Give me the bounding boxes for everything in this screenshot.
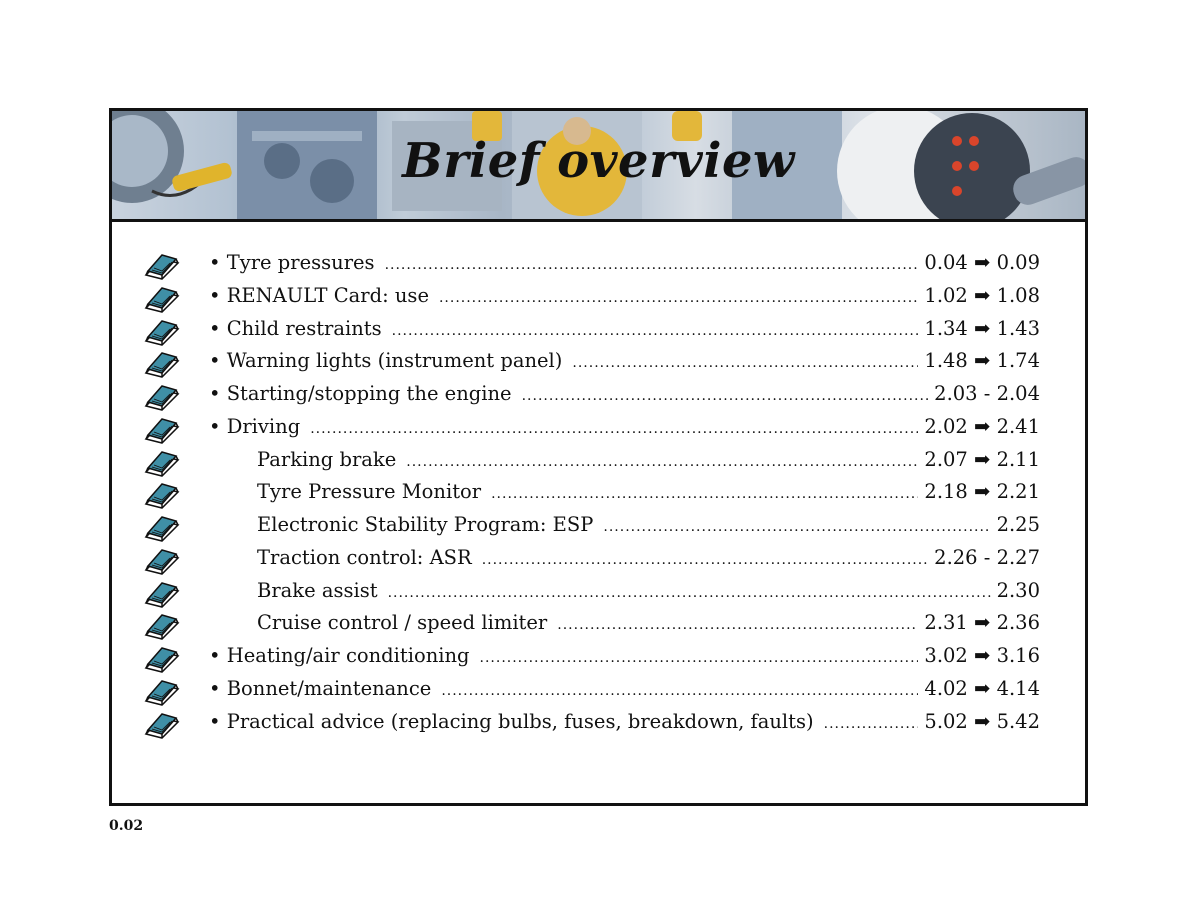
entry-label: Cruise control / speed limiter bbox=[257, 611, 548, 635]
leader-dots bbox=[603, 519, 990, 535]
page-reference[interactable]: 2.30 bbox=[996, 578, 1040, 602]
book-icon bbox=[142, 448, 182, 478]
book-icon bbox=[142, 710, 182, 740]
entry-label: • Starting/stopping the engine bbox=[209, 382, 512, 405]
leader-dots bbox=[480, 650, 919, 666]
book-icon bbox=[142, 579, 182, 609]
entry-label: • Practical advice (replacing bulbs, fuses, breakdown, faults) bbox=[209, 709, 814, 733]
entry-label: • Bonnet/maintenance bbox=[209, 676, 432, 700]
leader-dots bbox=[824, 716, 919, 732]
book-icon bbox=[142, 546, 182, 576]
entry-line bbox=[257, 480, 1040, 510]
leader-dots bbox=[388, 585, 991, 601]
page-reference[interactable]: 2.31 ➡ 2.36 bbox=[924, 611, 1040, 635]
entry-label: Parking brake bbox=[257, 447, 397, 471]
page-reference[interactable]: 0.04 ➡ 0.09 bbox=[924, 251, 1040, 274]
book-icon bbox=[142, 513, 182, 543]
list-item[interactable] bbox=[112, 251, 1085, 284]
header-banner bbox=[112, 111, 1085, 222]
book-icon bbox=[142, 415, 182, 445]
page-reference[interactable]: 2.03 - 2.04 bbox=[934, 382, 1040, 405]
entry-line bbox=[209, 415, 1040, 445]
list-item[interactable] bbox=[112, 579, 1085, 612]
entry-line bbox=[257, 448, 1040, 478]
entry-label: • Driving bbox=[209, 414, 301, 438]
page-reference[interactable]: 2.26 - 2.27 bbox=[934, 545, 1040, 569]
entry-label: Tyre Pressure Monitor bbox=[257, 480, 482, 504]
leader-dots bbox=[392, 323, 919, 339]
list-item[interactable] bbox=[112, 513, 1085, 546]
list-item[interactable] bbox=[112, 284, 1085, 317]
leader-dots bbox=[522, 388, 929, 404]
book-icon bbox=[142, 644, 182, 674]
list-item[interactable] bbox=[112, 382, 1085, 415]
list-item[interactable] bbox=[112, 677, 1085, 710]
book-icon bbox=[142, 382, 182, 412]
list-item[interactable] bbox=[112, 415, 1085, 448]
page-reference[interactable]: 1.48 ➡ 1.74 bbox=[924, 349, 1040, 373]
entry-line bbox=[209, 251, 1040, 281]
page-number: 0.02 bbox=[109, 818, 144, 834]
leader-dots bbox=[310, 421, 918, 437]
entry-label: Traction control: ASR bbox=[257, 545, 472, 569]
entry-line bbox=[209, 644, 1040, 674]
entry-line bbox=[257, 513, 1040, 543]
list-item[interactable] bbox=[112, 710, 1085, 743]
leader-dots bbox=[441, 683, 918, 699]
entry-line bbox=[257, 579, 1040, 609]
book-icon bbox=[142, 677, 182, 707]
leader-dots bbox=[439, 290, 918, 306]
page-reference[interactable]: 3.02 ➡ 3.16 bbox=[924, 644, 1040, 667]
entry-line bbox=[209, 317, 1040, 347]
entry-label: Electronic Stability Program: ESP bbox=[257, 513, 594, 536]
overview-frame bbox=[109, 108, 1088, 806]
list-item[interactable] bbox=[112, 480, 1085, 513]
page-reference[interactable]: 2.25 bbox=[996, 513, 1040, 536]
leader-dots bbox=[482, 552, 928, 568]
entry-line bbox=[257, 546, 1040, 576]
entry-line bbox=[209, 349, 1040, 379]
entry-line bbox=[209, 382, 1040, 412]
book-icon bbox=[142, 480, 182, 510]
entry-label: • RENAULT Card: use bbox=[209, 283, 429, 307]
page-reference[interactable]: 1.02 ➡ 1.08 bbox=[924, 283, 1040, 307]
leader-dots bbox=[406, 454, 918, 470]
entry-label: • Child restraints bbox=[209, 316, 382, 340]
page-reference[interactable]: 4.02 ➡ 4.14 bbox=[924, 676, 1040, 700]
entry-line bbox=[209, 677, 1040, 707]
entry-label: • Warning lights (instrument panel) bbox=[209, 349, 563, 373]
leader-dots bbox=[572, 355, 918, 371]
entry-line bbox=[209, 284, 1040, 314]
leader-dots bbox=[557, 617, 918, 633]
entry-line bbox=[209, 710, 1040, 740]
list-item[interactable] bbox=[112, 349, 1085, 382]
book-icon bbox=[142, 349, 182, 379]
book-icon bbox=[142, 251, 182, 281]
list-item[interactable] bbox=[112, 317, 1085, 350]
entry-line bbox=[257, 611, 1040, 641]
leader-dots bbox=[491, 486, 918, 502]
book-icon bbox=[142, 611, 182, 641]
page-reference[interactable]: 2.02 ➡ 2.41 bbox=[924, 414, 1040, 438]
page-title: Brief overview bbox=[402, 133, 795, 189]
leader-dots bbox=[385, 257, 919, 273]
entry-label: • Tyre pressures bbox=[209, 251, 375, 274]
list-item[interactable] bbox=[112, 448, 1085, 481]
book-icon bbox=[142, 284, 182, 314]
list-item[interactable] bbox=[112, 611, 1085, 644]
page-reference[interactable]: 5.02 ➡ 5.42 bbox=[924, 709, 1040, 733]
book-icon bbox=[142, 317, 182, 347]
page-reference[interactable]: 2.07 ➡ 2.11 bbox=[924, 447, 1040, 471]
list-item[interactable] bbox=[112, 644, 1085, 677]
page-reference[interactable]: 2.18 ➡ 2.21 bbox=[924, 480, 1040, 504]
list-item[interactable] bbox=[112, 546, 1085, 579]
entry-label: Brake assist bbox=[257, 578, 378, 602]
page-reference[interactable]: 1.34 ➡ 1.43 bbox=[924, 316, 1040, 340]
entry-label: • Heating/air conditioning bbox=[209, 644, 470, 667]
